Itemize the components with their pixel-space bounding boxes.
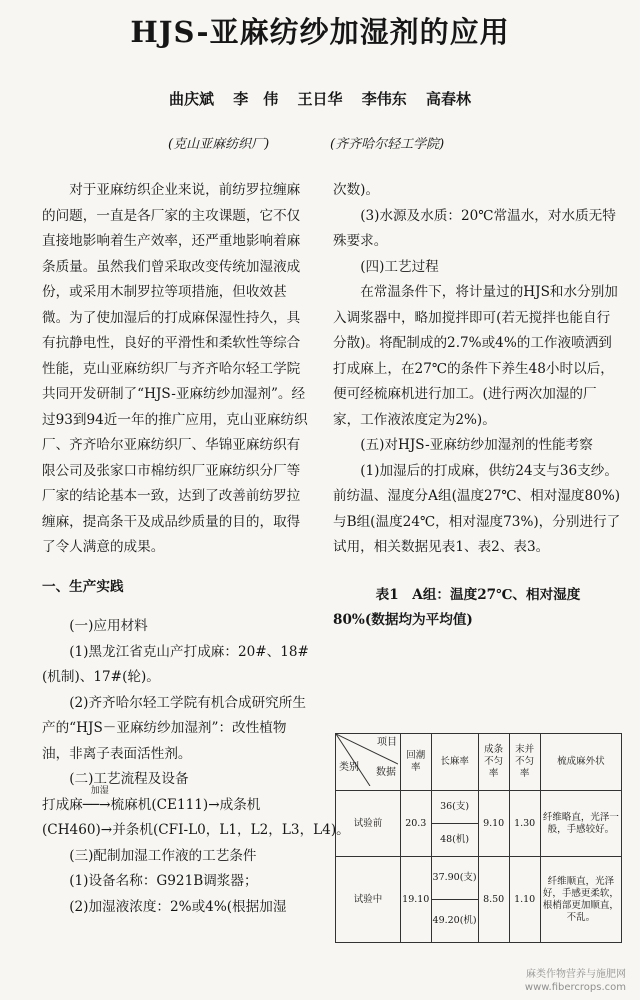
material-item: (2)齐齐哈尔轻工学院有机合成研究所生产的“HJS－亚麻纺纱加湿剂”：改性植物油，非离子表面活性剂。 bbox=[42, 694, 306, 762]
watermark-line: 麻类作物营养与施肥网 bbox=[526, 969, 626, 980]
body-paragraph: (3)水源及水质：20℃常温水，对水质无特殊要求。 bbox=[333, 207, 616, 249]
author-list bbox=[0, 88, 640, 109]
author-name: 李 伟 bbox=[233, 90, 279, 108]
table-cell: 1.10 bbox=[509, 857, 540, 943]
body-paragraph: 次数)。 bbox=[333, 182, 380, 198]
material-item: (1)黑龙江省克山产打成麻：20#、18#(机制)、17#(轮)。 bbox=[42, 643, 309, 685]
table-cell: 1.30 bbox=[509, 791, 540, 857]
subsection-performance: (五)对HJS-亚麻纺纱加湿剂的性能考察 bbox=[360, 437, 593, 453]
table-cell: 48(机) bbox=[431, 824, 478, 857]
table-cell: 37.90(支) bbox=[431, 857, 478, 900]
flow-humidify-label: 加湿 bbox=[90, 785, 109, 796]
column-header: 长麻率 bbox=[431, 734, 478, 791]
right-column bbox=[333, 178, 623, 634]
diag-label: 项目 bbox=[377, 737, 397, 748]
column-header: 梳成麻外状 bbox=[540, 734, 621, 791]
table-header-row bbox=[336, 734, 622, 791]
data-table bbox=[335, 733, 622, 943]
diagonal-header-cell bbox=[336, 734, 401, 791]
body-paragraph: 在常温条件下，将计量过的HJS和水分别加入调浆器中，略加搅拌即可(若无搅拌也能自行分散)。将配制成的2.7%或4%的工作液喷洒到打成麻上，在27℃的条件下养生48小时以后，便可经梳麻机进行加工。(进行两次加湿的厂家，工作液浓度定为2%)。 bbox=[333, 284, 618, 428]
column-header: 回潮率 bbox=[401, 734, 432, 791]
watermark bbox=[525, 968, 626, 994]
table-cell: 49.20(机) bbox=[431, 900, 478, 943]
table-row bbox=[336, 791, 622, 824]
author-name: 高春林 bbox=[425, 90, 471, 108]
author-name: 曲庆斌 bbox=[168, 90, 214, 108]
table-cell: 纤维略直，光泽一般，手感较好。 bbox=[540, 791, 621, 857]
diag-label: 数据 bbox=[376, 767, 396, 778]
table-cell: 20.3 bbox=[401, 791, 432, 857]
table-caption-sub: 80%(数据均为平均值) bbox=[333, 612, 473, 628]
affiliation-qiqihar: (齐齐哈尔轻工学院) bbox=[330, 137, 445, 152]
subsection-process: (四)工艺过程 bbox=[360, 258, 439, 275]
table-row bbox=[336, 857, 622, 900]
row-label: 试验前 bbox=[336, 791, 401, 857]
column-header: 成条不匀率 bbox=[478, 734, 509, 791]
affiliation-kreshan: (克山亚麻纺织厂) bbox=[168, 137, 270, 152]
column-header: 末并不匀率 bbox=[509, 734, 540, 791]
intro-paragraph: 对于亚麻纺织企业来说，前纺罗拉缠麻的问题，一直是各厂家的主攻课题，它不仅直接地影响着生产效率，还严重地影响着麻条质量。虽然我们曾采取改变传统加湿液成份，或采用木制罗拉等项措施，但收效甚微。为了使加湿后的打成麻保湿性持久，具有抗静电性，良好的平滑性和柔软性等综合性能，克山亚麻纺织厂与齐齐哈尔轻工学院共同开发研制了“HJS-亚麻纺纱加湿剂”。经过93到94近一年的推广应用，克山亚麻纺织厂、齐齐哈尔亚麻纺织厂、华锦亚麻纺织有限公司及张家口市棉纺织厂亚麻纺织分厂等厂家的结论基本一致，达到了改善前纺罗拉缠麻，提高条干及成品纱质量的目的，取得了令人满意的成果。 bbox=[42, 182, 308, 555]
body-paragraph: (1)加湿后的打成麻，供纺24支与36支纱。前纺温、湿度分A组(温度27℃、相对湿度80%)与B组(温度24℃，相对湿度73%)，分别进行了试用，相关数据见表1、表2、表3。 bbox=[333, 462, 621, 555]
subsection-materials: (一)应用材料 bbox=[69, 618, 148, 634]
condition-item: (1)设备名称：G921B调浆器； bbox=[69, 873, 258, 889]
condition-item: (2)加湿液浓度：2%或4%(根据加湿 bbox=[69, 898, 287, 915]
subsection-process-flow: (二)工艺流程及设备 bbox=[69, 771, 189, 787]
table-cell: 9.10 bbox=[478, 791, 509, 857]
row-label: 试验中 bbox=[336, 857, 401, 943]
author-name: 王日华 bbox=[297, 90, 343, 108]
process-flow-line: 打成麻 加湿 ──→梳麻机(CE111)→成条机 bbox=[42, 793, 310, 819]
section-heading-production: 一、生产实践 bbox=[42, 578, 124, 595]
table-cell: 36(支) bbox=[431, 791, 478, 824]
author-name: 李伟东 bbox=[361, 90, 407, 108]
table-cell: 19.10 bbox=[401, 857, 432, 943]
table-cell: 8.50 bbox=[478, 857, 509, 943]
diag-label: 类别 bbox=[339, 762, 359, 773]
table-cell: 纤维顺直，光泽好，手感更柔软，根梢部更加顺直，不乱。 bbox=[540, 857, 621, 943]
watermark-line: www.fibercrops.com bbox=[524, 982, 626, 993]
subsection-conditions: (三)配制加湿工作液的工艺条件 bbox=[69, 847, 257, 864]
table-caption: 表1 A组：温度27℃、相对湿度 bbox=[375, 586, 581, 603]
process-flow-line: (CH460)→并条机(CFI-L0，L1，L2，L3，L4)。 bbox=[42, 822, 350, 838]
paper-title: HJS-亚麻纺纱加湿剂的应用 bbox=[130, 15, 510, 49]
